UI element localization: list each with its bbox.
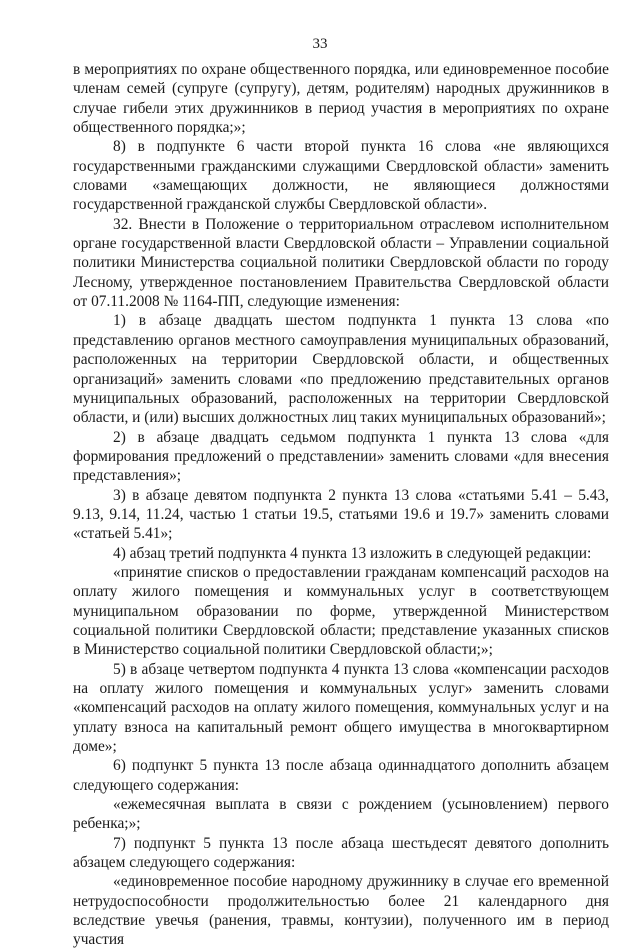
paragraph-item-3: 3) в абзаце девятом подпункта 2 пункта 13 слова «статьями 5.41 – 5.43, 9.13, 9.14, 11.24, частью 1 статьи 19.5, статьями 19.6 и 19.7» заменить словами «статьей 5.41»; xyxy=(73,486,609,543)
paragraph-item-2: 2) в абзаце двадцать седьмом подпункта 1 пункта 13 слова «для формирования предложений о представлении» заменить словами «для внесения представления»; xyxy=(73,428,609,485)
paragraph-continuation: в мероприятиях по охране общественного порядка, или единовременное пособие членам семей (супруге (супругу), детям, родителям) народных дружинников в случае гибели этих дружинников в период участия в мероприятиях по охране общественного порядка;»; xyxy=(73,61,609,137)
paragraph-section-32: 32. Внести в Положение о территориальном отраслевом исполнительном органе государственной власти Свердловской области – Управлении социальной политики Министерства социальной политики Свердловской области по городу Лесному, утвержденное постановлением Правительства Свердловской области от 07.11.2008 № 1164-ПП, следующие изменения: xyxy=(73,215,609,311)
paragraph-item-6-quote: «ежемесячная выплата в связи с рождением (усыновлением) первого ребенка;»; xyxy=(73,796,609,833)
paragraph-item-5: 5) в абзаце четвертом подпункта 4 пункта 13 слова «компенсации расходов на оплату жилого помещения и коммунальных услуг» заменить словами «компенсаций расходов на оплату жилого помещения, коммунальных услуг и на уплату взноса на капитальный ремонт общего имущества в многоквартирном доме»; xyxy=(73,660,609,756)
paragraph-item-1: 1) в абзаце двадцать шестом подпункта 1 пункта 13 слова «по представлению органов местного самоуправления муниципальных образований, расположенных на территории Свердловской области, и общественных организаций» заменить словами «по предложению представительных органов муниципальных образований, расположенных на территории Свердловской области, и (или) высших должностных лиц таких муниципальных образований»; xyxy=(73,312,609,427)
page-number: 33 xyxy=(312,36,328,52)
paragraph-item-8: 8) в подпункте 6 части второй пункта 16 слова «не являющихся государственными гражданскими служащими Свердловской области» заменить словами «замещающих должности, не являющиеся должностями государственной гражданской службы Свердловской области». xyxy=(73,138,609,214)
paragraph-item-6: 6) подпункт 5 пункта 13 после абзаца одиннадцатого дополнить абзацем следующего содержания: xyxy=(73,757,609,794)
document-body xyxy=(73,60,609,950)
paragraph-item-4-quote: «принятие списков о предоставлении гражданам компенсаций расходов на оплату жилого помещения и коммунальных услуг в соответствующем муниципальном образовании по форме, утвержденной Министерством социальной политики Свердловской области; представление указанных списков в Министерство социальной политики Свердловской области;»; xyxy=(73,563,609,659)
paragraph-item-7-quote: «единовременное пособие народному дружиннику в случае его временной нетрудоспособности продолжительностью более 21 календарного дня вследствие увечья (ранения, травмы, контузии), полученного им в период участия xyxy=(73,873,609,949)
paragraph-item-7: 7) подпункт 5 пункта 13 после абзаца шестьдесят девятого дополнить абзацем следующего содержания: xyxy=(73,834,609,872)
paragraph-item-4: 4) абзац третий подпункта 4 пункта 13 изложить в следующей редакции: xyxy=(113,544,592,562)
